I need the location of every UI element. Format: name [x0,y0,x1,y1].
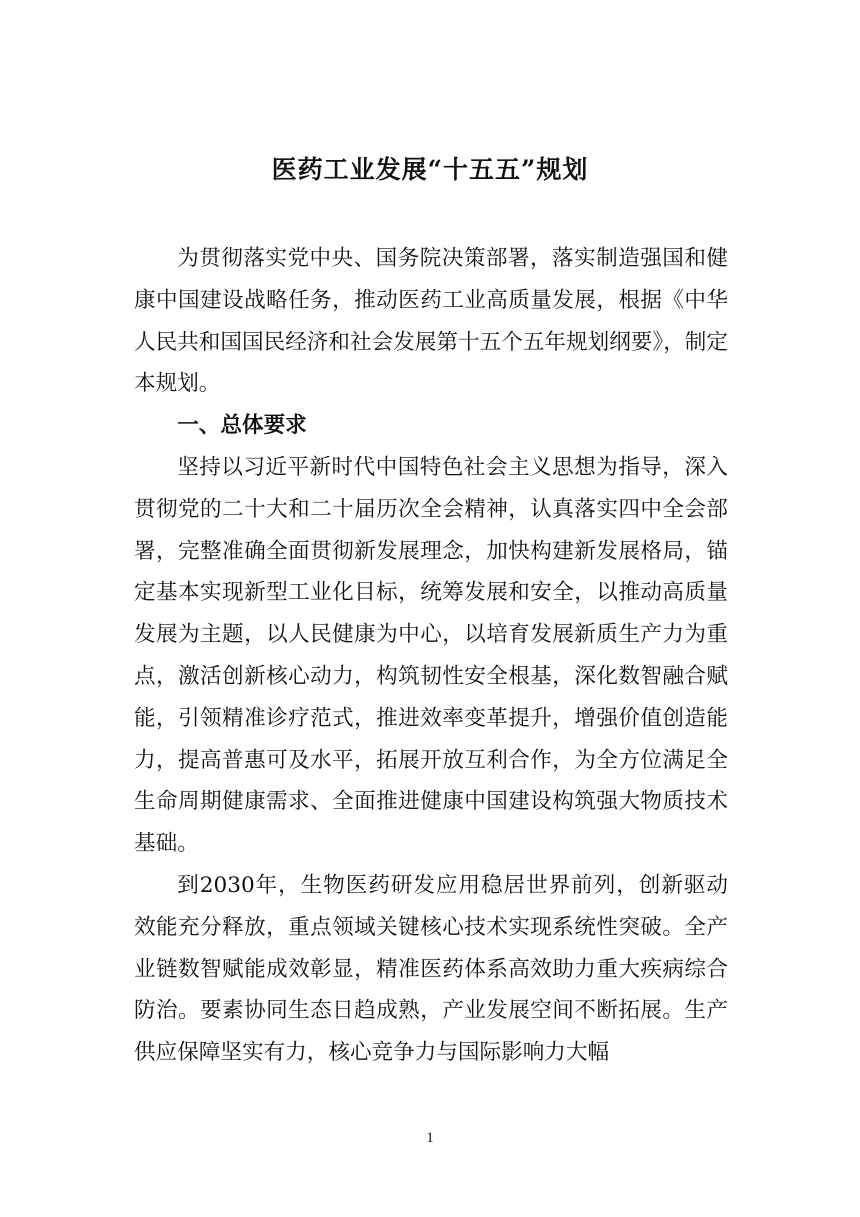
page-number: 1 [426,1130,434,1146]
section-heading: 一、总体要求 [177,413,307,439]
body-paragraph: 到2030年，生物医药研发应用稳居世界前列，创新驱动效能充分释放，重点领域关键核心技术实现系统性突破。全产业链数智赋能成效彰显，精准医药体系高效助力重大疾病综合防治。要素协同生态日趋成熟，产业发展空间不断拓展。生产供应保障坚实有力，核心竞争力与国际影响力大幅 [134,872,728,1066]
body-paragraph: 坚持以习近平新时代中国特色社会主义思想为指导，深入贯彻党的二十大和二十届历次全会精神，认真落实四中全会部署，完整准确全面贯彻新发展理念，加快构建新发展格局，锚定基本实现新型工业化目标，统筹发展和安全，以推动高质量发展为主题，以人民健康为中心，以培育发展新质生产力为重点，激活创新核心动力，构筑韧性安全根基，深化数智融合赋能，引领精准诊疗范式，推进效率变革提升，增强价值创造能力，提高普惠可及水平，拓展开放互利合作，为全方位满足全生命周期健康需求、全面推进健康中国建设构筑强大物质技术基础。 [134,454,728,857]
document-body [134,238,728,1074]
document-title: 医药工业发展“十五五”规划 [271,155,589,184]
intro-paragraph: 为贯彻落实党中央、国务院决策部署，落实制造强国和健康中国建设战略任务，推动医药工业高质量发展，根据《中华人民共和国国民经济和社会发展第十五个五年规划纲要》，制定本规划。 [134,246,728,397]
